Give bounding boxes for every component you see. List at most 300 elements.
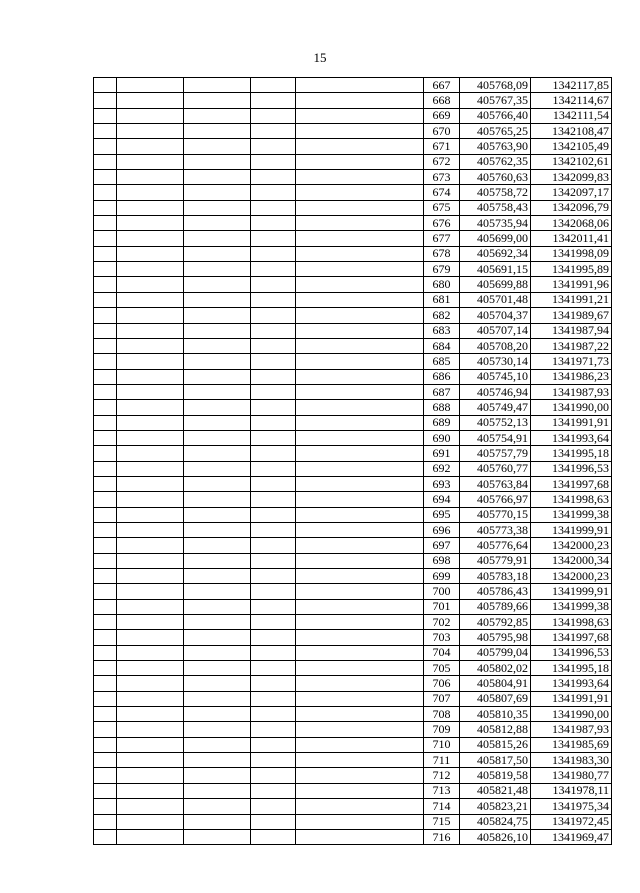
empty-cell bbox=[117, 507, 184, 522]
empty-cell bbox=[296, 492, 424, 507]
empty-cell bbox=[184, 707, 251, 722]
empty-cell bbox=[251, 522, 296, 537]
empty-cell bbox=[251, 507, 296, 522]
point-number-cell: 675 bbox=[424, 200, 460, 215]
y-coordinate-cell: 1341986,23 bbox=[531, 369, 612, 384]
y-coordinate-cell: 1341975,34 bbox=[531, 799, 612, 814]
table-row bbox=[94, 323, 612, 338]
table-row bbox=[94, 338, 612, 353]
point-number-cell: 667 bbox=[424, 78, 460, 93]
empty-cell bbox=[251, 661, 296, 676]
point-number-cell: 697 bbox=[424, 538, 460, 553]
point-number-cell: 694 bbox=[424, 492, 460, 507]
point-number-cell: 712 bbox=[424, 768, 460, 783]
point-number-cell: 708 bbox=[424, 707, 460, 722]
table-row bbox=[94, 722, 612, 737]
empty-cell bbox=[296, 185, 424, 200]
table-row bbox=[94, 78, 612, 93]
empty-cell bbox=[117, 108, 184, 123]
empty-cell bbox=[117, 737, 184, 752]
empty-cell bbox=[296, 323, 424, 338]
empty-cell bbox=[94, 400, 117, 415]
empty-cell bbox=[184, 139, 251, 154]
empty-cell bbox=[184, 799, 251, 814]
empty-cell bbox=[251, 170, 296, 185]
empty-cell bbox=[251, 599, 296, 614]
point-number-cell: 668 bbox=[424, 93, 460, 108]
empty-cell bbox=[184, 645, 251, 660]
x-coordinate-cell: 405810,35 bbox=[460, 707, 531, 722]
point-number-cell: 687 bbox=[424, 384, 460, 399]
empty-cell bbox=[184, 200, 251, 215]
y-coordinate-cell: 1341996,53 bbox=[531, 645, 612, 660]
empty-cell bbox=[184, 569, 251, 584]
empty-cell bbox=[94, 737, 117, 752]
empty-cell bbox=[184, 262, 251, 277]
x-coordinate-cell: 405826,10 bbox=[460, 829, 531, 844]
empty-cell bbox=[117, 400, 184, 415]
empty-cell bbox=[117, 200, 184, 215]
coordinates-table bbox=[93, 77, 612, 845]
empty-cell bbox=[296, 216, 424, 231]
x-coordinate-cell: 405760,77 bbox=[460, 461, 531, 476]
empty-cell bbox=[251, 645, 296, 660]
empty-cell bbox=[117, 354, 184, 369]
y-coordinate-cell: 1341991,91 bbox=[531, 691, 612, 706]
empty-cell bbox=[251, 630, 296, 645]
y-coordinate-cell: 1341998,09 bbox=[531, 246, 612, 261]
empty-cell bbox=[94, 185, 117, 200]
empty-cell bbox=[251, 323, 296, 338]
point-number-cell: 710 bbox=[424, 737, 460, 752]
table-row bbox=[94, 507, 612, 522]
x-coordinate-cell: 405763,90 bbox=[460, 139, 531, 154]
y-coordinate-cell: 1341987,22 bbox=[531, 338, 612, 353]
empty-cell bbox=[184, 661, 251, 676]
empty-cell bbox=[251, 446, 296, 461]
y-coordinate-cell: 1341971,73 bbox=[531, 354, 612, 369]
y-coordinate-cell: 1341972,45 bbox=[531, 814, 612, 829]
empty-cell bbox=[251, 691, 296, 706]
table-row bbox=[94, 814, 612, 829]
x-coordinate-cell: 405762,35 bbox=[460, 154, 531, 169]
table-row bbox=[94, 753, 612, 768]
empty-cell bbox=[296, 476, 424, 491]
empty-cell bbox=[94, 430, 117, 445]
empty-cell bbox=[94, 384, 117, 399]
y-coordinate-cell: 1341995,18 bbox=[531, 661, 612, 676]
empty-cell bbox=[296, 691, 424, 706]
empty-cell bbox=[296, 354, 424, 369]
empty-cell bbox=[296, 829, 424, 844]
x-coordinate-cell: 405763,84 bbox=[460, 476, 531, 491]
empty-cell bbox=[117, 630, 184, 645]
empty-cell bbox=[251, 538, 296, 553]
empty-cell bbox=[117, 246, 184, 261]
x-coordinate-cell: 405692,34 bbox=[460, 246, 531, 261]
empty-cell bbox=[117, 323, 184, 338]
y-coordinate-cell: 1341999,91 bbox=[531, 522, 612, 537]
x-coordinate-cell: 405749,47 bbox=[460, 400, 531, 415]
empty-cell bbox=[94, 308, 117, 323]
empty-cell bbox=[94, 829, 117, 844]
empty-cell bbox=[117, 185, 184, 200]
empty-cell bbox=[296, 338, 424, 353]
point-number-cell: 681 bbox=[424, 292, 460, 307]
empty-cell bbox=[184, 507, 251, 522]
empty-cell bbox=[251, 78, 296, 93]
y-coordinate-cell: 1342011,41 bbox=[531, 231, 612, 246]
empty-cell bbox=[94, 645, 117, 660]
empty-cell bbox=[94, 722, 117, 737]
empty-cell bbox=[184, 78, 251, 93]
empty-cell bbox=[251, 400, 296, 415]
y-coordinate-cell: 1341991,91 bbox=[531, 415, 612, 430]
empty-cell bbox=[184, 323, 251, 338]
point-number-cell: 672 bbox=[424, 154, 460, 169]
empty-cell bbox=[94, 507, 117, 522]
point-number-cell: 714 bbox=[424, 799, 460, 814]
empty-cell bbox=[117, 492, 184, 507]
table-row bbox=[94, 170, 612, 185]
y-coordinate-cell: 1341989,67 bbox=[531, 308, 612, 323]
y-coordinate-cell: 1342068,06 bbox=[531, 216, 612, 231]
x-coordinate-cell: 405795,98 bbox=[460, 630, 531, 645]
table-row bbox=[94, 354, 612, 369]
empty-cell bbox=[296, 522, 424, 537]
empty-cell bbox=[117, 277, 184, 292]
empty-cell bbox=[251, 492, 296, 507]
y-coordinate-cell: 1341995,18 bbox=[531, 446, 612, 461]
empty-cell bbox=[184, 630, 251, 645]
y-coordinate-cell: 1341998,63 bbox=[531, 492, 612, 507]
empty-cell bbox=[184, 308, 251, 323]
y-coordinate-cell: 1342000,23 bbox=[531, 569, 612, 584]
y-coordinate-cell: 1341987,93 bbox=[531, 384, 612, 399]
empty-cell bbox=[94, 139, 117, 154]
empty-cell bbox=[184, 277, 251, 292]
empty-cell bbox=[184, 476, 251, 491]
table-row bbox=[94, 661, 612, 676]
y-coordinate-cell: 1342111,54 bbox=[531, 108, 612, 123]
empty-cell bbox=[296, 707, 424, 722]
x-coordinate-cell: 405817,50 bbox=[460, 753, 531, 768]
empty-cell bbox=[296, 737, 424, 752]
x-coordinate-cell: 405776,64 bbox=[460, 538, 531, 553]
point-number-cell: 688 bbox=[424, 400, 460, 415]
y-coordinate-cell: 1341993,64 bbox=[531, 676, 612, 691]
y-coordinate-cell: 1341998,63 bbox=[531, 615, 612, 630]
x-coordinate-cell: 405799,04 bbox=[460, 645, 531, 660]
empty-cell bbox=[117, 384, 184, 399]
empty-cell bbox=[296, 553, 424, 568]
empty-cell bbox=[251, 292, 296, 307]
empty-cell bbox=[184, 216, 251, 231]
empty-cell bbox=[184, 170, 251, 185]
empty-cell bbox=[251, 461, 296, 476]
empty-cell bbox=[251, 384, 296, 399]
x-coordinate-cell: 405760,63 bbox=[460, 170, 531, 185]
point-number-cell: 696 bbox=[424, 522, 460, 537]
empty-cell bbox=[184, 108, 251, 123]
empty-cell bbox=[94, 553, 117, 568]
empty-cell bbox=[184, 814, 251, 829]
empty-cell bbox=[251, 584, 296, 599]
x-coordinate-cell: 405707,14 bbox=[460, 323, 531, 338]
empty-cell bbox=[296, 400, 424, 415]
empty-cell bbox=[117, 430, 184, 445]
x-coordinate-cell: 405766,40 bbox=[460, 108, 531, 123]
empty-cell bbox=[184, 753, 251, 768]
empty-cell bbox=[296, 753, 424, 768]
empty-cell bbox=[251, 753, 296, 768]
table-row bbox=[94, 400, 612, 415]
y-coordinate-cell: 1341996,53 bbox=[531, 461, 612, 476]
empty-cell bbox=[117, 676, 184, 691]
x-coordinate-cell: 405730,14 bbox=[460, 354, 531, 369]
empty-cell bbox=[296, 814, 424, 829]
empty-cell bbox=[117, 124, 184, 139]
empty-cell bbox=[251, 277, 296, 292]
empty-cell bbox=[251, 799, 296, 814]
empty-cell bbox=[296, 415, 424, 430]
empty-cell bbox=[296, 799, 424, 814]
point-number-cell: 673 bbox=[424, 170, 460, 185]
point-number-cell: 676 bbox=[424, 216, 460, 231]
empty-cell bbox=[117, 369, 184, 384]
x-coordinate-cell: 405746,94 bbox=[460, 384, 531, 399]
table-row bbox=[94, 630, 612, 645]
table-row bbox=[94, 492, 612, 507]
table-row bbox=[94, 415, 612, 430]
empty-cell bbox=[296, 661, 424, 676]
empty-cell bbox=[117, 292, 184, 307]
empty-cell bbox=[184, 737, 251, 752]
empty-cell bbox=[251, 108, 296, 123]
table-row bbox=[94, 553, 612, 568]
empty-cell bbox=[184, 768, 251, 783]
x-coordinate-cell: 405752,13 bbox=[460, 415, 531, 430]
empty-cell bbox=[117, 753, 184, 768]
empty-cell bbox=[94, 814, 117, 829]
empty-cell bbox=[184, 722, 251, 737]
empty-cell bbox=[94, 707, 117, 722]
point-number-cell: 683 bbox=[424, 323, 460, 338]
empty-cell bbox=[184, 415, 251, 430]
empty-cell bbox=[296, 277, 424, 292]
point-number-cell: 698 bbox=[424, 553, 460, 568]
y-coordinate-cell: 1341983,30 bbox=[531, 753, 612, 768]
empty-cell bbox=[296, 308, 424, 323]
table-row bbox=[94, 522, 612, 537]
y-coordinate-cell: 1341995,89 bbox=[531, 262, 612, 277]
empty-cell bbox=[94, 799, 117, 814]
empty-cell bbox=[94, 216, 117, 231]
y-coordinate-cell: 1342000,23 bbox=[531, 538, 612, 553]
x-coordinate-cell: 405758,43 bbox=[460, 200, 531, 215]
table-row bbox=[94, 124, 612, 139]
empty-cell bbox=[94, 200, 117, 215]
y-coordinate-cell: 1341978,11 bbox=[531, 783, 612, 798]
point-number-cell: 700 bbox=[424, 584, 460, 599]
empty-cell bbox=[117, 799, 184, 814]
empty-cell bbox=[184, 584, 251, 599]
empty-cell bbox=[251, 124, 296, 139]
empty-cell bbox=[94, 415, 117, 430]
empty-cell bbox=[94, 108, 117, 123]
empty-cell bbox=[251, 200, 296, 215]
x-coordinate-cell: 405699,00 bbox=[460, 231, 531, 246]
empty-cell bbox=[117, 308, 184, 323]
x-coordinate-cell: 405754,91 bbox=[460, 430, 531, 445]
empty-cell bbox=[117, 78, 184, 93]
page-number: 15 bbox=[313, 50, 327, 65]
empty-cell bbox=[184, 538, 251, 553]
point-number-cell: 693 bbox=[424, 476, 460, 491]
point-number-cell: 715 bbox=[424, 814, 460, 829]
empty-cell bbox=[251, 246, 296, 261]
empty-cell bbox=[184, 185, 251, 200]
empty-cell bbox=[251, 430, 296, 445]
y-coordinate-cell: 1342117,85 bbox=[531, 78, 612, 93]
empty-cell bbox=[117, 139, 184, 154]
empty-cell bbox=[184, 492, 251, 507]
empty-cell bbox=[251, 308, 296, 323]
empty-cell bbox=[94, 599, 117, 614]
empty-cell bbox=[94, 354, 117, 369]
empty-cell bbox=[117, 584, 184, 599]
empty-cell bbox=[117, 231, 184, 246]
coordinates-table-body bbox=[94, 78, 612, 845]
empty-cell bbox=[296, 200, 424, 215]
point-number-cell: 704 bbox=[424, 645, 460, 660]
table-row bbox=[94, 461, 612, 476]
table-row bbox=[94, 645, 612, 660]
empty-cell bbox=[117, 154, 184, 169]
empty-cell bbox=[184, 461, 251, 476]
empty-cell bbox=[296, 108, 424, 123]
point-number-cell: 703 bbox=[424, 630, 460, 645]
empty-cell bbox=[296, 154, 424, 169]
x-coordinate-cell: 405802,02 bbox=[460, 661, 531, 676]
y-coordinate-cell: 1341985,69 bbox=[531, 737, 612, 752]
empty-cell bbox=[296, 630, 424, 645]
point-number-cell: 684 bbox=[424, 338, 460, 353]
empty-cell bbox=[117, 768, 184, 783]
x-coordinate-cell: 405779,91 bbox=[460, 553, 531, 568]
empty-cell bbox=[94, 661, 117, 676]
table-row bbox=[94, 262, 612, 277]
table-row bbox=[94, 185, 612, 200]
y-coordinate-cell: 1342102,61 bbox=[531, 154, 612, 169]
empty-cell bbox=[296, 722, 424, 737]
empty-cell bbox=[117, 415, 184, 430]
empty-cell bbox=[251, 338, 296, 353]
x-coordinate-cell: 405812,88 bbox=[460, 722, 531, 737]
empty-cell bbox=[296, 78, 424, 93]
table-row bbox=[94, 707, 612, 722]
x-coordinate-cell: 405786,43 bbox=[460, 584, 531, 599]
empty-cell bbox=[296, 170, 424, 185]
point-number-cell: 692 bbox=[424, 461, 460, 476]
empty-cell bbox=[296, 615, 424, 630]
y-coordinate-cell: 1342096,79 bbox=[531, 200, 612, 215]
empty-cell bbox=[94, 615, 117, 630]
empty-cell bbox=[117, 645, 184, 660]
empty-cell bbox=[184, 676, 251, 691]
table-row bbox=[94, 476, 612, 491]
y-coordinate-cell: 1341999,91 bbox=[531, 584, 612, 599]
empty-cell bbox=[296, 124, 424, 139]
empty-cell bbox=[296, 676, 424, 691]
empty-cell bbox=[296, 768, 424, 783]
table-row bbox=[94, 783, 612, 798]
empty-cell bbox=[296, 507, 424, 522]
empty-cell bbox=[94, 630, 117, 645]
empty-cell bbox=[296, 538, 424, 553]
empty-cell bbox=[94, 93, 117, 108]
empty-cell bbox=[94, 170, 117, 185]
empty-cell bbox=[184, 369, 251, 384]
y-coordinate-cell: 1341997,68 bbox=[531, 476, 612, 491]
empty-cell bbox=[184, 400, 251, 415]
empty-cell bbox=[94, 292, 117, 307]
empty-cell bbox=[94, 246, 117, 261]
empty-cell bbox=[117, 476, 184, 491]
y-coordinate-cell: 1342105,49 bbox=[531, 139, 612, 154]
empty-cell bbox=[251, 216, 296, 231]
empty-cell bbox=[296, 430, 424, 445]
empty-cell bbox=[94, 78, 117, 93]
y-coordinate-cell: 1341999,38 bbox=[531, 599, 612, 614]
point-number-cell: 678 bbox=[424, 246, 460, 261]
empty-cell bbox=[251, 783, 296, 798]
empty-cell bbox=[117, 599, 184, 614]
point-number-cell: 685 bbox=[424, 354, 460, 369]
empty-cell bbox=[117, 93, 184, 108]
empty-cell bbox=[184, 338, 251, 353]
empty-cell bbox=[117, 707, 184, 722]
x-coordinate-cell: 405745,10 bbox=[460, 369, 531, 384]
table-row bbox=[94, 292, 612, 307]
x-coordinate-cell: 405757,79 bbox=[460, 446, 531, 461]
empty-cell bbox=[184, 292, 251, 307]
x-coordinate-cell: 405804,91 bbox=[460, 676, 531, 691]
table-row bbox=[94, 277, 612, 292]
empty-cell bbox=[184, 691, 251, 706]
x-coordinate-cell: 405699,88 bbox=[460, 277, 531, 292]
point-number-cell: 711 bbox=[424, 753, 460, 768]
empty-cell bbox=[251, 369, 296, 384]
table-row bbox=[94, 308, 612, 323]
empty-cell bbox=[117, 829, 184, 844]
empty-cell bbox=[184, 231, 251, 246]
empty-cell bbox=[251, 262, 296, 277]
table-row bbox=[94, 615, 612, 630]
empty-cell bbox=[251, 676, 296, 691]
y-coordinate-cell: 1342000,34 bbox=[531, 553, 612, 568]
empty-cell bbox=[296, 292, 424, 307]
empty-cell bbox=[94, 492, 117, 507]
empty-cell bbox=[94, 768, 117, 783]
empty-cell bbox=[117, 569, 184, 584]
point-number-cell: 716 bbox=[424, 829, 460, 844]
empty-cell bbox=[94, 461, 117, 476]
y-coordinate-cell: 1342108,47 bbox=[531, 124, 612, 139]
table-row bbox=[94, 599, 612, 614]
empty-cell bbox=[251, 231, 296, 246]
point-number-cell: 691 bbox=[424, 446, 460, 461]
